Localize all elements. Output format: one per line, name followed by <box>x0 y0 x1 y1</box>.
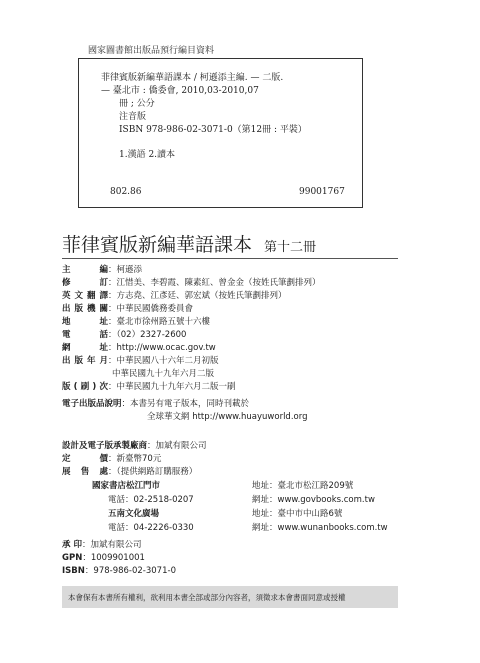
ebook-line-1: 本書另有電子版本，同時刊載於 <box>130 399 250 409</box>
credit-row: 主 編：柯遜添 <box>62 265 143 275</box>
cip-record-number: 99001767 <box>299 187 345 197</box>
printing-value: 加斌有限公司 <box>90 540 142 550</box>
credit-row: 修 訂：江惜美、李碧霞、陳素紅、曾金金（按姓氏筆劃排列） <box>62 278 321 288</box>
credit-row: 電 話：（02）2327-2600 <box>62 330 187 340</box>
printing-label: 承 印 <box>62 540 82 550</box>
credit-row: 英文翻譯：方志堯、江彥廷、郭宏斌（按姓氏筆劃排列） <box>62 291 287 301</box>
production-row: 定 價：新臺幣70元 <box>62 454 162 464</box>
credit-row: 地 址：臺北市徐州路五號十六樓 <box>62 317 211 327</box>
production-row: 展 售 處：（提供網路訂購服務） <box>62 467 198 477</box>
credit-value: 江惜美、李碧霞、陳素紅、曾金金（按姓氏筆劃排列） <box>116 278 321 288</box>
production-label: 設計及電子版承製廠商 <box>62 441 148 451</box>
cip-class-number: 802.86 <box>110 187 142 197</box>
credit-label: 修 訂 <box>62 278 108 288</box>
title-divider <box>62 258 398 259</box>
production-label: 定 價 <box>62 454 108 464</box>
store-name: 國家書店松江門市 <box>92 481 161 491</box>
printing-value: 1009901001 <box>90 553 145 563</box>
rights-notice: 本會保有本書所有權利，欲利用本書全部或部分內容者，須徵求本會書面同意或授權 <box>62 586 398 608</box>
printing-row: GPN：1009901001 <box>62 553 145 563</box>
ebook-line-2: 全球華文網 http://www.huayuworld.org <box>147 412 308 422</box>
credit-value: 柯遜添 <box>116 265 143 275</box>
printing-row: 承 印：加斌有限公司 <box>62 540 142 550</box>
credit-label: 英文翻譯 <box>62 291 108 301</box>
credit-value: 中華民國九十九年六月二版 <box>112 369 215 379</box>
credit-value: 方志堯、江彥廷、郭宏斌（按姓氏筆劃排列） <box>116 291 287 301</box>
printing-label: GPN <box>62 553 83 563</box>
store-address: 地址：臺北市松江路209號 <box>252 481 354 491</box>
production-row: 設計及電子版承製廠商：加斌有限公司 <box>62 441 207 451</box>
printing-row: ISBN：978-986-02-3071-0 <box>62 566 176 576</box>
credit-value: （02）2327-2600 <box>116 330 187 340</box>
credit-label: 主 編 <box>62 265 108 275</box>
store-phone: 電話：04-2226-0330 <box>108 523 194 533</box>
printing-label: ISBN <box>62 566 85 576</box>
credit-value: 中華民國八十六年二月初版 <box>116 356 219 366</box>
ebook-label: 電子出版品說明 <box>62 399 122 409</box>
production-label: 展 售 處 <box>62 467 108 477</box>
printing-value: 978-986-02-3071-0 <box>93 566 176 576</box>
credit-label: 版(刷)次 <box>62 382 108 392</box>
cip-line-volume: 冊 ; 公分 <box>119 99 155 109</box>
cip-line-title: 菲律賓版新編華語課本 / 柯遜添主編. — 二版. <box>101 73 284 83</box>
credit-row: 出版機關：中華民國僑務委員會 <box>62 304 194 314</box>
credit-label: 出版機關 <box>62 304 108 314</box>
credit-label: 網 址 <box>62 343 108 353</box>
production-value: 新臺幣70元 <box>116 454 162 464</box>
book-title-text: 菲律賓版新編華語課本 <box>62 234 253 256</box>
store-name: 五南文化廣場 <box>108 509 160 519</box>
cip-line-subjects: 1.漢語 2.讀本 <box>119 150 176 160</box>
credit-row: 出版年月：中華民國八十六年二月初版 <box>62 356 219 366</box>
book-title <box>62 230 316 257</box>
cip-line-isbn: ISBN 978-986-02-3071-0（第12冊 : 平裝） <box>119 125 307 135</box>
production-value: 加斌有限公司 <box>155 441 207 451</box>
cip-line-publisher: — 臺北市 : 僑委會, 2010,03-2010,07 <box>101 86 259 96</box>
credit-label: 地 址 <box>62 317 108 327</box>
credit-value: 中華民國九十九年六月二版一刷 <box>116 382 236 392</box>
store-address: 地址：臺中市中山路6號 <box>252 509 343 519</box>
store-phone: 電話：02-2518-0207 <box>108 495 194 505</box>
credit-label: 出版年月 <box>62 356 108 366</box>
credit-value: http://www.ocac.gov.tw <box>116 343 216 353</box>
cip-line-edition: 注音版 <box>119 112 147 122</box>
credit-row: 網 址：http://www.ocac.gov.tw <box>62 343 216 353</box>
credit-value: 中華民國僑務委員會 <box>116 304 194 314</box>
credit-row-continued <box>112 369 214 380</box>
credit-row: 版(刷)次：中華民國九十九年六月二版一刷 <box>62 382 236 392</box>
store-website: 網址：www.govbooks.com.tw <box>252 495 375 505</box>
store-website: 網址：www.wunanbooks.com.tw <box>252 523 388 533</box>
ebook-row: 電子出版品說明：本書另有電子版本，同時刊載於 <box>62 399 250 409</box>
book-volume: 第十二冊 <box>264 240 317 255</box>
cip-heading: 國家圖書館出版品預行編目資料 <box>88 46 215 56</box>
credit-label: 電 話 <box>62 330 108 340</box>
production-value: （提供網路訂購服務） <box>116 467 198 477</box>
credit-value: 臺北市徐州路五號十六樓 <box>116 317 211 327</box>
cip-record-box <box>78 58 363 208</box>
